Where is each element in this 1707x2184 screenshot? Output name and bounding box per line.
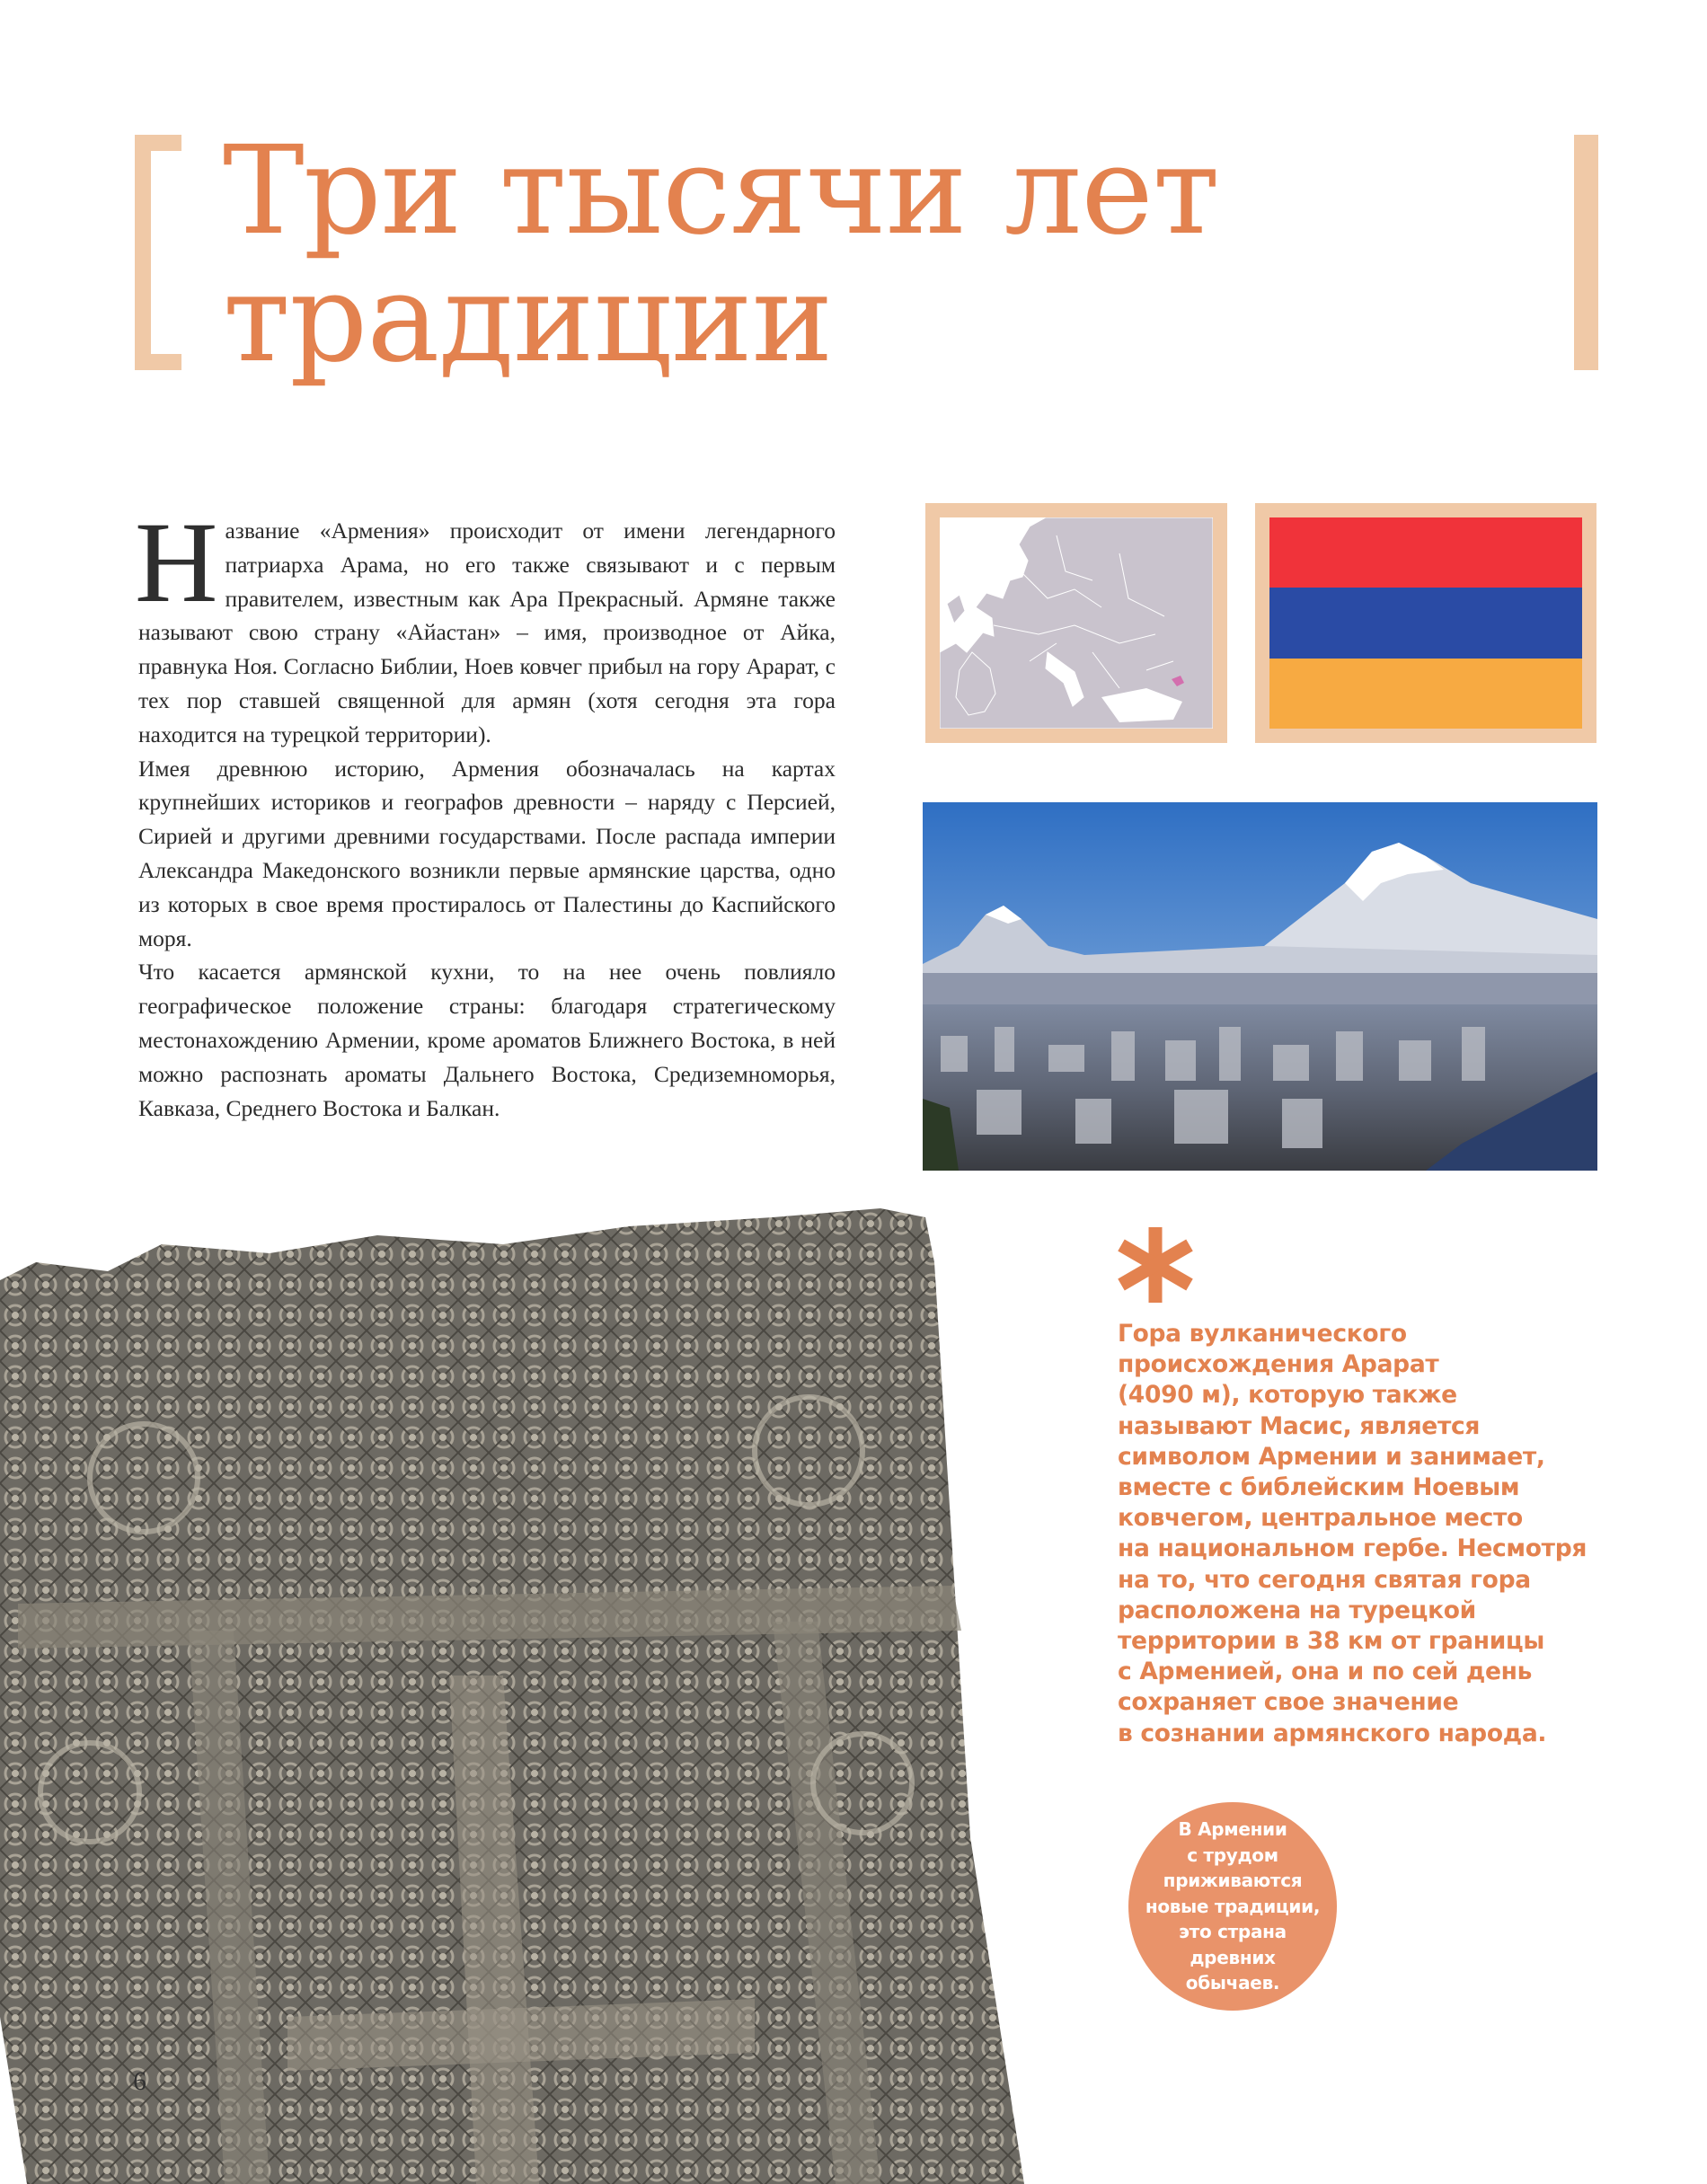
paragraph-3: Что касается армянской кухни, то на нее очень повлияло географическое положение страны: благодаря стратегическому местонахождению Армении, кроме ароматов Ближнего Востока, в ней можно распознать ароматы Дальнего Востока, Средиземноморья, Кавказа, Среднего Востока и Балкан.: [138, 959, 836, 1121]
drop-cap: Н: [135, 499, 218, 626]
flag-stripe-blue: [1269, 588, 1582, 658]
callout-line: с трудом: [1187, 1844, 1278, 1866]
callout-circle: [1128, 1802, 1337, 2011]
sidebar-line: в сознании армянского народа.: [1118, 1719, 1547, 1747]
sidebar-line: сохраняет свое значение: [1118, 1688, 1459, 1717]
khachkar-stone-photo: [0, 1208, 1060, 2184]
page-number: 6: [133, 2066, 146, 2096]
ararat-photo: [923, 802, 1597, 1171]
callout-line: это страна: [1179, 1921, 1287, 1943]
sidebar-line: с Арменией, она и по сей день: [1118, 1658, 1533, 1686]
sidebar-line: территории в 38 км от границы: [1118, 1627, 1544, 1656]
sidebar-line: происхождения Арарат: [1118, 1350, 1439, 1379]
sidebar-line: символом Армении и занимает,: [1118, 1442, 1545, 1471]
paragraph-2: Имея древнюю историю, Армения обозначалась на картах крупнейших историков и географов древности – наряду с Персией, Сирией и другими древними государствами. После распада империи Александра Македонского возникли первые армянские царства, одно из которых в свое время простиралось от Палестины до Каспийского моря.: [138, 755, 836, 951]
flag-frame: [1255, 503, 1596, 743]
sidebar-line: расположена на турецкой: [1118, 1596, 1476, 1624]
callout-line: обычаев.: [1185, 1972, 1280, 1994]
title-bracket-left: [135, 135, 181, 370]
article-body: [135, 499, 836, 1125]
europe-map-frame: [925, 503, 1227, 743]
armenian-flag: [1269, 517, 1582, 729]
callout-text: [1143, 1817, 1322, 1996]
page-title: [223, 120, 1552, 390]
paragraph-1: [135, 499, 836, 752]
title-bracket-right: [1574, 135, 1598, 370]
flag-stripe-red: [1269, 517, 1582, 588]
callout-line: В Армении: [1178, 1818, 1287, 1841]
asterisk-icon: [1110, 1220, 1200, 1310]
title-line-1: Три тысячи лет: [223, 120, 1219, 262]
flag-stripe-orange: [1269, 659, 1582, 729]
sidebar-line: Гора вулканического: [1118, 1320, 1407, 1348]
sidebar-line: на то, что сегодня святая гора: [1118, 1565, 1531, 1594]
sidebar-note: [1118, 1319, 1621, 1749]
paragraph-1-text: азвание «Армения» происходит от имени легендарного патриарха Арама, но его также связывают и с первым правителем, известным как Ара Прекрасный. Армяне также называют свою страну «Айастан» – имя, производное от Айка, правнука Ноя. Согласно Библии, Ноев ковчег прибыл на гору Арарат, с тех пор ставшей священной для армян (хотя сегодня эта гора находится на турецкой территории).: [138, 517, 836, 747]
sidebar-line: называют Масис, является: [1118, 1411, 1481, 1440]
sidebar-line: на национальном гербе. Несмотря: [1118, 1534, 1588, 1563]
sidebar-line: ковчегом, центральное место: [1118, 1504, 1523, 1533]
callout-line: древних: [1190, 1946, 1276, 1968]
sidebar-line: вместе с библейским Ноевым: [1118, 1473, 1520, 1502]
sidebar-line: (4090 м), которую также: [1118, 1381, 1457, 1410]
callout-line: новые традиции,: [1145, 1895, 1321, 1917]
title-line-2: традиции: [223, 248, 833, 390]
europe-map: [940, 517, 1213, 729]
callout-line: приживаются: [1163, 1870, 1303, 1892]
